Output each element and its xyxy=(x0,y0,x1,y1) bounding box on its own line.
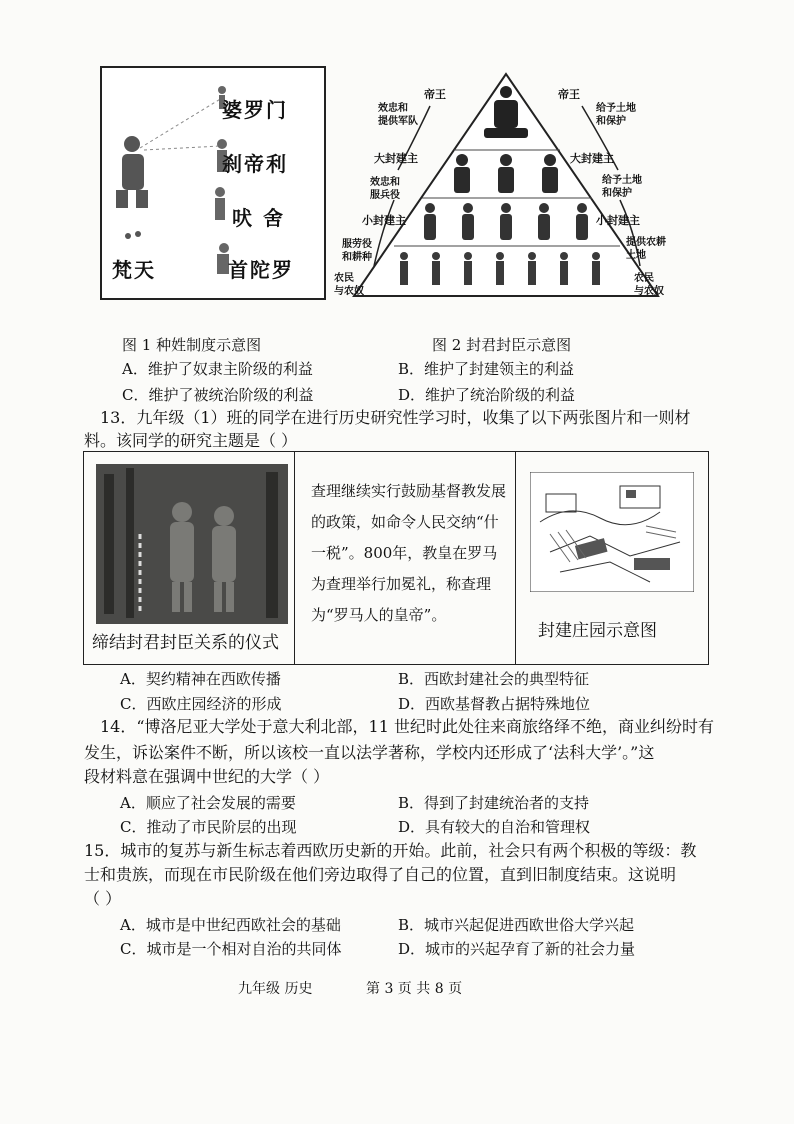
kshatriya-label: 刹帝利 xyxy=(222,152,288,176)
q12-option-c: C．维护了被统治阶级的利益 xyxy=(122,386,314,404)
charlemagne-text-cell xyxy=(295,452,516,664)
q13-option-a: A．契约精神在西欧传播 xyxy=(120,670,281,688)
q15-line-3: （ ） xyxy=(84,889,122,908)
q14-line-1: 14．“博洛尼亚大学处于意大利北部，11 世纪时此处往来商旅络绎不绝，商业纠纷时有 xyxy=(100,717,714,736)
q12-option-d: D．维护了统治阶级的利益 xyxy=(398,386,576,404)
q14-option-a: A．顺应了社会发展的需要 xyxy=(120,794,296,812)
fig1-caption: 图 1 种姓制度示意图 xyxy=(122,336,262,354)
q13-line-2: 料。该同学的研究主题是（ ） xyxy=(84,431,298,450)
left-label-peasants: 农民 与农奴 xyxy=(334,273,364,297)
left-label-labor-farming: 服劳役 和耕种 xyxy=(342,239,372,263)
right-label-peasants: 农民 与农奴 xyxy=(634,273,664,297)
q15-option-d: D．城市的兴起孕育了新的社会力量 xyxy=(398,940,636,958)
ceremony-caption: 缔结封君封臣关系的仪式 xyxy=(92,633,279,653)
q14-option-d: D．具有较大的自治和管理权 xyxy=(398,818,591,836)
footer-grade-subject: 九年级 历史 xyxy=(238,981,313,997)
q13-option-c: C．西欧庄园经济的形成 xyxy=(120,695,282,713)
left-label-emperor: 帝王 xyxy=(424,88,446,101)
q13-option-b: B．西欧封建社会的典型特征 xyxy=(398,670,590,688)
caste-system-figure xyxy=(100,66,326,300)
charlemagne-text: 查理继续实行鼓励基督教发展的政策，如命令人民交纳“什一税”。800年，教皇在罗马为查理举行加冕礼，称查理为“罗马人的皇帝”。 xyxy=(311,482,507,624)
right-label-land-protection-2: 给予土地 和保护 xyxy=(602,175,642,199)
manor-caption: 封建庄园示意图 xyxy=(538,621,657,641)
right-label-land-protection: 给予土地 和保护 xyxy=(596,103,636,127)
right-label-farmland: 提供农耕 土地 xyxy=(626,237,666,261)
fig2-caption: 图 2 封君封臣示意图 xyxy=(432,336,572,354)
brahmin-label: 婆罗门 xyxy=(222,98,288,122)
q14-option-b: B．得到了封建统治者的支持 xyxy=(398,794,590,812)
q15-option-b: B．城市兴起促进西欧世俗大学兴起 xyxy=(398,916,635,934)
left-label-great-lord: 大封建主 xyxy=(374,152,418,165)
q14-line-3: 段材料意在强调中世纪的大学（ ） xyxy=(84,767,330,786)
q13-line-1: 13．九年级（1）班的同学在进行历史研究性学习时，收集了以下两张图片和一则材 xyxy=(100,408,691,427)
left-label-lesser-lord: 小封建主 xyxy=(362,214,406,227)
manor-cell xyxy=(516,452,708,664)
ceremony-photo xyxy=(96,464,288,624)
footer-page-number: 第 3 页 共 8 页 xyxy=(366,981,463,997)
q14-line-2: 发生，诉讼案件不断，所以该校一直以法学著称，学校内还形成了‘法科大学’。”这 xyxy=(84,743,655,762)
q14-option-c: C．推动了市民阶层的出现 xyxy=(120,818,297,836)
ceremony-cell xyxy=(84,452,295,664)
q15-line-2: 士和贵族，而现在市民阶级在他们旁边取得了自己的位置，直到旧制度结束。这说明 xyxy=(84,865,677,884)
q15-option-a: A．城市是中世纪西欧社会的基础 xyxy=(120,916,341,934)
feudal-pyramid-figure xyxy=(334,70,684,306)
manor-map xyxy=(530,472,694,592)
right-label-great-lord: 大封建主 xyxy=(570,152,614,165)
left-label-loyalty-service: 效忠和 服兵役 xyxy=(370,177,400,201)
vaishya-label: 吠 舍 xyxy=(232,206,285,230)
right-label-emperor: 帝王 xyxy=(558,88,580,101)
q13-option-d: D．西欧基督教占据特殊地位 xyxy=(398,695,591,713)
q15-line-1: 15．城市的复苏与新生标志着西欧历史新的开始。此前，社会只有两个积极的等级：教 xyxy=(84,841,697,860)
q12-option-b: B．维护了封建领主的利益 xyxy=(398,360,575,378)
q12-option-a: A．维护了奴隶主阶级的利益 xyxy=(122,360,313,378)
shudra-label: 首陀罗 xyxy=(228,258,294,282)
q15-option-c: C．城市是一个相对自治的共同体 xyxy=(120,940,342,958)
left-label-loyalty-army: 效忠和 提供军队 xyxy=(378,103,418,127)
q13-material-table xyxy=(83,451,709,665)
right-label-lesser-lord: 小封建主 xyxy=(596,214,640,227)
brahma-label: 梵天 xyxy=(112,258,156,282)
